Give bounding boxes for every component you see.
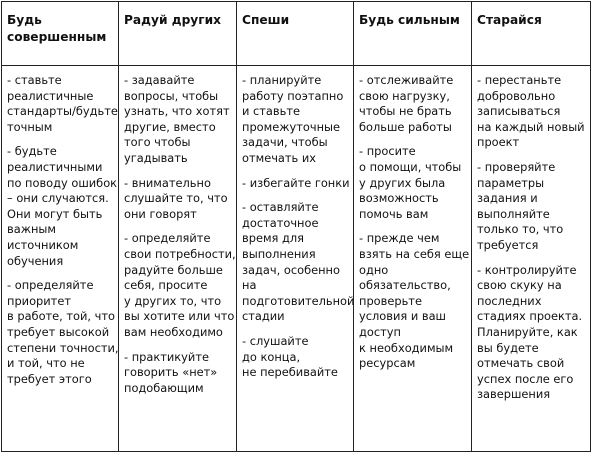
tip-line: и той, что не — [7, 356, 85, 371]
tip-line: задания и — [477, 191, 538, 206]
column-cell — [237, 66, 354, 452]
header-line: Спеши — [242, 13, 290, 27]
tip-line: добровольно — [477, 88, 556, 103]
tip-line: о помощи, чтобы — [359, 159, 462, 174]
column-header — [472, 2, 591, 66]
tip-line: важным — [7, 222, 56, 237]
tip-line: реалистичные — [7, 88, 94, 103]
tip-line: отмечать свой — [477, 356, 565, 371]
tip-line: требует высокой — [7, 324, 110, 339]
tip-line: проект — [477, 135, 520, 150]
tip-line: промежуточные — [242, 119, 341, 134]
column-header — [119, 2, 237, 66]
tip-item — [477, 73, 586, 151]
tip-item — [124, 350, 232, 397]
tip-line: достаточное — [242, 215, 319, 230]
tip-line: параметры — [477, 175, 545, 190]
tip-line: успех после его — [477, 371, 574, 386]
column-header — [237, 2, 354, 66]
tip-item — [124, 231, 236, 340]
tip-line: подготовительной — [242, 293, 355, 308]
tip-line: Планируйте, как — [477, 324, 578, 339]
tip-line: стандарты/будьте — [7, 104, 118, 119]
tip-line: и ставьте — [242, 104, 300, 119]
tip-line: по поводу ошибок — [7, 175, 118, 190]
tip-line: Они могут быть — [7, 206, 103, 221]
tip-line: требует этого — [7, 371, 92, 386]
tip-line: подобающим — [124, 380, 204, 395]
tip-line: - практикуйте — [124, 349, 209, 364]
tip-line: больше работы — [359, 119, 452, 134]
tip-item — [242, 334, 349, 381]
tip-line: последних — [477, 293, 542, 308]
driver-tips-table — [1, 1, 591, 452]
tip-line: - отслеживайте — [359, 73, 454, 87]
tip-line: - ставьте — [7, 73, 62, 87]
tip-item — [242, 73, 349, 167]
tip-line: задач, особенно — [242, 262, 340, 277]
header-line: Будь сильным — [359, 13, 460, 27]
tip-line: - будьте — [7, 144, 57, 159]
tip-line: стадиях проекта. — [477, 309, 583, 324]
tip-line: одно — [359, 262, 389, 277]
tip-line: стадии — [242, 309, 285, 324]
tip-item — [477, 263, 586, 403]
column-header — [2, 2, 119, 66]
tip-item — [124, 73, 232, 167]
tip-line: работу поэтапно — [242, 88, 344, 103]
tip-line: обязательство, — [359, 278, 451, 293]
tip-item — [7, 144, 118, 269]
tip-line: ресурсам — [359, 356, 416, 371]
tip-line: у других была — [359, 175, 446, 190]
column-cell — [472, 66, 591, 452]
tip-line: - перестаньте — [477, 73, 562, 87]
header-line: Радуй других — [124, 13, 222, 27]
tip-item — [124, 176, 232, 223]
tip-line: вы хотите или что — [124, 309, 235, 324]
tip-item — [242, 200, 355, 325]
tip-line: не перебивайте — [242, 365, 338, 380]
tip-line: свои потребности, — [124, 246, 236, 261]
tip-line: вопросы, чтобы — [124, 88, 219, 103]
tip-item — [359, 144, 467, 222]
header-line: Будь — [7, 13, 42, 27]
tip-line: обучения — [7, 253, 64, 268]
tip-line: к необходимым — [359, 340, 454, 355]
tip-line: угадывать — [124, 150, 188, 165]
tip-line: того чтобы — [124, 135, 191, 150]
tip-line: говорить «нет» — [124, 365, 218, 380]
tip-line: требуется — [477, 237, 539, 252]
tip-line: - внимательно — [124, 175, 211, 190]
tip-line: - определяйте — [124, 231, 211, 246]
tip-line: - контролируйте — [477, 262, 577, 277]
tip-line: на каждый новый — [477, 119, 585, 134]
tip-line: - оставляйте — [242, 200, 319, 215]
tip-line: точным — [7, 119, 53, 134]
tip-line: степени точности, — [7, 340, 119, 355]
body-row — [2, 66, 591, 452]
tip-line: время для — [242, 231, 305, 246]
tip-item — [7, 73, 118, 135]
column-cell — [119, 66, 237, 452]
tip-line: чтобы не брать — [359, 104, 452, 119]
tip-item — [7, 278, 119, 387]
column-cell — [354, 66, 472, 452]
tip-line: только то, что — [477, 222, 564, 237]
tip-line: приоритет — [7, 293, 71, 308]
tip-item — [359, 231, 470, 371]
tip-line: - избегайте гонки — [242, 175, 350, 190]
header-line: совершенным — [7, 30, 107, 44]
tip-line: свою скуку на — [477, 278, 562, 293]
tip-line: – они случаются. — [7, 191, 109, 206]
tip-line: - определяйте — [7, 278, 94, 293]
tip-line: свою нагрузку, — [359, 88, 450, 103]
column-header — [354, 2, 472, 66]
tip-line: выполнения — [242, 246, 316, 261]
tip-line: на — [242, 278, 257, 293]
tip-item — [242, 176, 349, 192]
tip-line: - планируйте — [242, 73, 322, 87]
tip-line: - задавайте — [124, 73, 195, 87]
tip-line: взять на себя еще — [359, 246, 470, 261]
tip-line: реалистичными — [7, 159, 103, 174]
tip-line: проверьте — [359, 293, 422, 308]
column-cell — [2, 66, 119, 452]
tip-line: - слушайте — [242, 333, 309, 348]
tip-line: записываться — [477, 104, 561, 119]
tip-line: - проверяйте — [477, 159, 556, 174]
header-line: Старайся — [477, 13, 542, 27]
tip-line: условия и ваш — [359, 309, 446, 324]
header-row — [2, 2, 591, 66]
tip-line: источником — [7, 237, 79, 252]
tip-line: завершения — [477, 387, 551, 402]
tip-item — [477, 160, 586, 254]
tip-line: до конца, — [242, 349, 301, 364]
tip-item — [359, 73, 467, 135]
tip-line: вы будете — [477, 340, 539, 355]
tip-line: - прежде чем — [359, 231, 440, 246]
tip-line: радуйте больше — [124, 262, 223, 277]
tip-line: помочь вам — [359, 206, 429, 221]
tip-line: в работе, той, что — [7, 309, 116, 324]
tip-line: узнать, что хотят — [124, 104, 230, 119]
tip-line: доступ — [359, 324, 401, 339]
tip-line: - просите — [359, 144, 416, 159]
tip-line: себя, просите — [124, 278, 208, 293]
tip-line: вам необходимо — [124, 324, 223, 339]
tip-line: они говорят — [124, 206, 197, 221]
tip-line: задачи, чтобы — [242, 135, 328, 150]
tip-line: выполняйте — [477, 206, 550, 221]
tip-line: возможность — [359, 191, 439, 206]
tip-line: у других то, что — [124, 293, 222, 308]
tip-line: другие, вместо — [124, 119, 216, 134]
tip-line: слушайте то, что — [124, 191, 228, 206]
tip-line: отмечать их — [242, 150, 317, 165]
